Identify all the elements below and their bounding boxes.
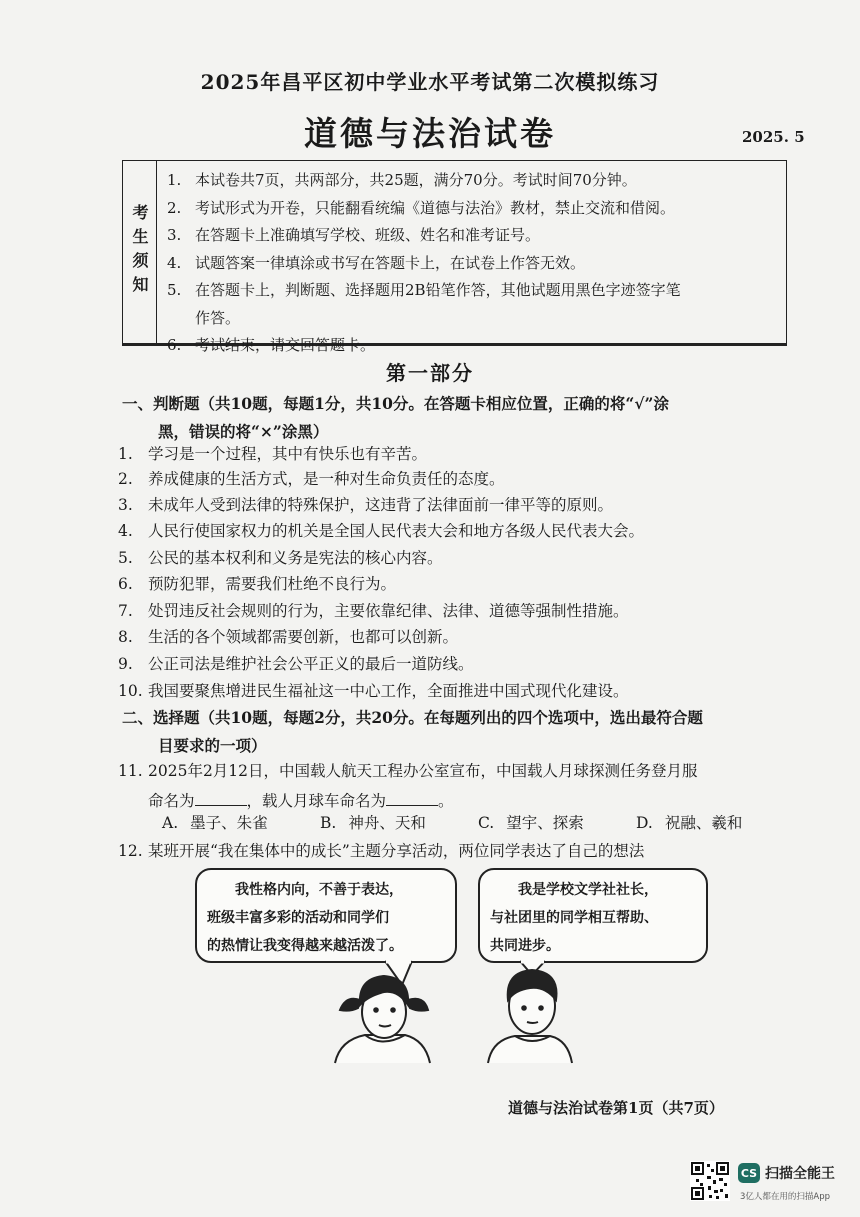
question-number: 10. bbox=[118, 682, 143, 700]
notice-num: 2. bbox=[167, 198, 182, 217]
option-text: 墨子、朱雀 bbox=[190, 814, 268, 832]
camscanner-name: 扫描全能王 bbox=[765, 1166, 835, 1182]
option-label: A. bbox=[162, 814, 179, 832]
question-number: 6. bbox=[118, 575, 133, 593]
girl-illustration bbox=[335, 976, 430, 1063]
notice-text: 考试形式为开卷，只能翻看统编《道德与法治》教材，禁止交流和借阅。 bbox=[195, 198, 676, 217]
question-number: 5. bbox=[118, 549, 133, 567]
question-number: 12. bbox=[118, 842, 143, 860]
notice-label: 考生须知 bbox=[130, 204, 149, 300]
qr-code-icon bbox=[690, 1161, 730, 1201]
notice-text: 在答题卡上准确填写学校、班级、姓名和准考证号。 bbox=[195, 226, 541, 244]
notice-text: 考试结束，请交回答题卡。 bbox=[195, 335, 376, 354]
exam-subtitle: 2025年昌平区初中学业水平考试第二次模拟练习 bbox=[200, 70, 660, 94]
bubble-line: 我是学校文学社社长， bbox=[518, 882, 658, 898]
question-text: 人民行使国家权力的机关是全国人民代表大会和地方各级人民代表大会。 bbox=[148, 522, 645, 540]
question-number: 1. bbox=[118, 445, 133, 463]
boy-illustration bbox=[488, 970, 572, 1063]
section-heading-line: 黑，错误的将“×”涂黑） bbox=[158, 422, 329, 441]
notice-text-continued: 作答。 bbox=[195, 308, 241, 327]
question-text: 公正司法是维护社会公平正义的最后一道防线。 bbox=[148, 655, 474, 673]
notice-num: 1. bbox=[167, 171, 182, 189]
notice-num: 6. bbox=[167, 335, 182, 354]
question-number: 4. bbox=[118, 522, 133, 540]
question-text: 。 bbox=[438, 792, 454, 810]
question-number: 7. bbox=[118, 602, 133, 620]
notice-num: 5. bbox=[167, 281, 182, 299]
section-heading-line: 一、判断题（共10题，每题1分，共10分。在答题卡相应位置，正确的将“√”涂 bbox=[122, 394, 669, 413]
question-text: 命名为 bbox=[148, 792, 195, 810]
question-text: 公民的基本权利和义务是宪法的核心内容。 bbox=[148, 549, 443, 567]
question-number: 3. bbox=[118, 496, 133, 514]
bubble-line: 我性格内向，不善于表达， bbox=[235, 882, 403, 898]
option-label: D. bbox=[636, 814, 653, 832]
question-text: 未成年人受到法律的特殊保护，这违背了法律面前一律平等的原则。 bbox=[148, 496, 614, 514]
bubble-line: 与社团里的同学相互帮助、 bbox=[490, 910, 658, 926]
notice-text: 本试卷共7页，共两部分，共25题，满分70分。考试时间70分钟。 bbox=[195, 171, 637, 189]
notice-num: 4. bbox=[167, 253, 182, 272]
exam-title: 道德与法治试卷 bbox=[304, 114, 556, 153]
question-number: 9. bbox=[118, 655, 133, 673]
question-text: ，载人月球车命名为 bbox=[246, 792, 387, 810]
page-footer: 道德与法治试卷第1页（共7页） bbox=[508, 1099, 724, 1117]
question-text: 学习是一个过程，其中有快乐也有辛苦。 bbox=[148, 445, 428, 463]
question-text: 某班开展“我在集体中的成长”主题分享活动，两位同学表达了自己的想法 bbox=[148, 842, 645, 860]
exam-date: 2025. 5 bbox=[742, 128, 805, 146]
notice-num: 3. bbox=[167, 226, 182, 244]
option-label: C. bbox=[478, 814, 495, 832]
question-number: 8. bbox=[118, 628, 133, 646]
question-number: 2. bbox=[118, 470, 133, 488]
camscanner-tagline: 3亿人都在用的扫描App bbox=[740, 1192, 831, 1202]
question-number: 11. bbox=[118, 762, 143, 780]
question-text: 2025年2月12日，中国载人航天工程办公室宣布，中国载人月球探测任务登月服 bbox=[148, 762, 698, 780]
bubble-line: 共同进步。 bbox=[490, 938, 560, 954]
question-text: 生活的各个领域都需要创新，也都可以创新。 bbox=[148, 628, 459, 646]
bubble-line: 班级丰富多彩的活动和同学们 bbox=[207, 910, 389, 926]
bubble-line: 的热情让我变得越来越活泼了。 bbox=[207, 938, 403, 954]
camscanner-logo-icon: CS bbox=[738, 1163, 760, 1183]
notice-text: 试题答案一律填涂或书写在答题卡上，在试卷上作答无效。 bbox=[195, 253, 586, 272]
option-text: 祝融、羲和 bbox=[664, 814, 743, 832]
question-text: 预防犯罪，需要我们杜绝不良行为。 bbox=[148, 575, 397, 593]
question-text: 养成健康的生活方式，是一种对生命负责任的态度。 bbox=[148, 470, 505, 488]
option-label: B. bbox=[320, 814, 337, 832]
option-text: 望宇、探索 bbox=[506, 814, 584, 832]
section-heading-line: 目要求的一项） bbox=[158, 736, 267, 755]
part-one-heading: 第一部分 bbox=[386, 361, 474, 385]
notice-text: 在答题卡上，判断题、选择题用2B铅笔作答，其他试题用黑色字迹签字笔 bbox=[195, 281, 681, 299]
question-text: 处罚违反社会规则的行为，主要依靠纪律、法律、道德等强制性措施。 bbox=[148, 602, 629, 620]
question-text: 我国要聚焦增进民生福祉这一中心工作，全面推进中国式现代化建设。 bbox=[148, 682, 629, 700]
option-text: 神舟、天和 bbox=[348, 814, 426, 832]
section-heading-line: 二、选择题（共10题，每题2分，共20分。在每题列出的四个选项中，选出最符合题 bbox=[122, 708, 703, 727]
